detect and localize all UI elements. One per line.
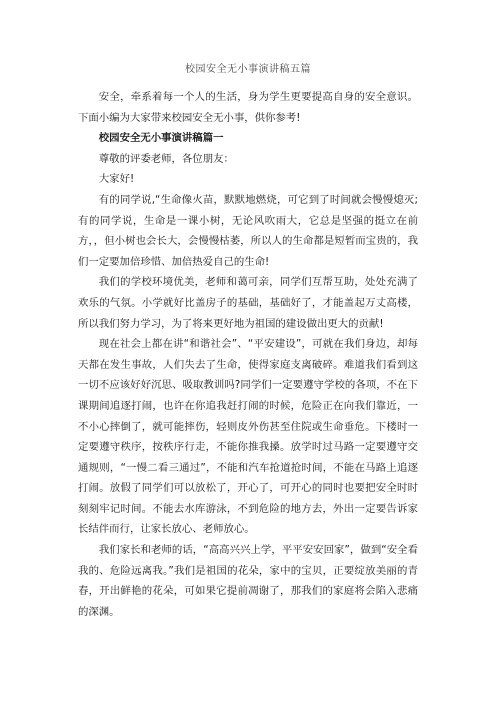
section-heading: 校园安全无小事演讲稿篇一 [98,132,224,145]
body-paragraph-1: 有的同学说,“生命像火苗，默默地燃烧，可它到了时间就会慢慢熄灭;有的同学说，生命是一课小树，无论风吹雨大，它总是坚强的挺立在前方，，但小树也会长大，会慢慢枯萎，所以人的生命都是短暂而宝贵的，我们一定要加倍珍惜、加倍热爱自己的生命! [78,193,418,268]
document-page [78,0,418,622]
intro-paragraph: 安全，牵系着每一个人的生活，身为学生更要提高自身的安全意识。下面小编为大家带来校园安全无小事，供你参考! [78,91,418,124]
document-title: 校园安全无小事演讲稿五篇 [185,64,311,75]
body-paragraph-2: 我们的学校环境优美，老师和蔼可亲，同学们互帮互助，处处充满了欢乐的气氛。小学就好比盖房子的基础，基础好了，才能盖起万丈高楼，所以我们努力学习，为了将来更好地为祖国的建设做出更大的贡献! [78,276,418,330]
body-paragraph-3: 现在社会上都在讲“和谐社会”、“平安建设”，可就在我们身边，却每天都在发生事故，人们失去了生命，使得家庭支离破碎。难道我们看到这一切不应该好好沉思、吸取教训吗?同学们一定要遵守学校的各项，不在下课期间追逐打闹，也许在你追我赶打闹的时候，危险正在向我们靠近，一不小心摔倒了，就可能摔伤，轻则皮外伤甚至住院或生命垂危。下楼时一定要遵守秩序，按秩序行走，不能你推我搡。放学时过马路一定要遵守交通规则，“一慢二看三通过”，不能和汽车抢道抢时间，不能在马路上追逐打闹。放假了同学们可以放松了，开心了，可开心的同时也要把安全时时刻刻牢记时间。不能去水库游泳，不到危险的地方去，外出一定要告诉家长结伴而行，让家长放心、老师放心。 [78,338,418,536]
salutation: 尊敬的评委老师，各位朋友： [98,152,234,165]
body-paragraph-4: 我们家长和老师的话，“高高兴兴上学，平平安安回家”，做到“安全看我的、危险远离我。”我们是祖国的花朵，家中的宝贝，正要绽放美丽的青春，开出鲜艳的花朵，可如果它提前凋谢了，那我们的家庭将会陷入悲痛的深渊。 [78,544,418,618]
greeting: 大家好! [98,173,135,186]
